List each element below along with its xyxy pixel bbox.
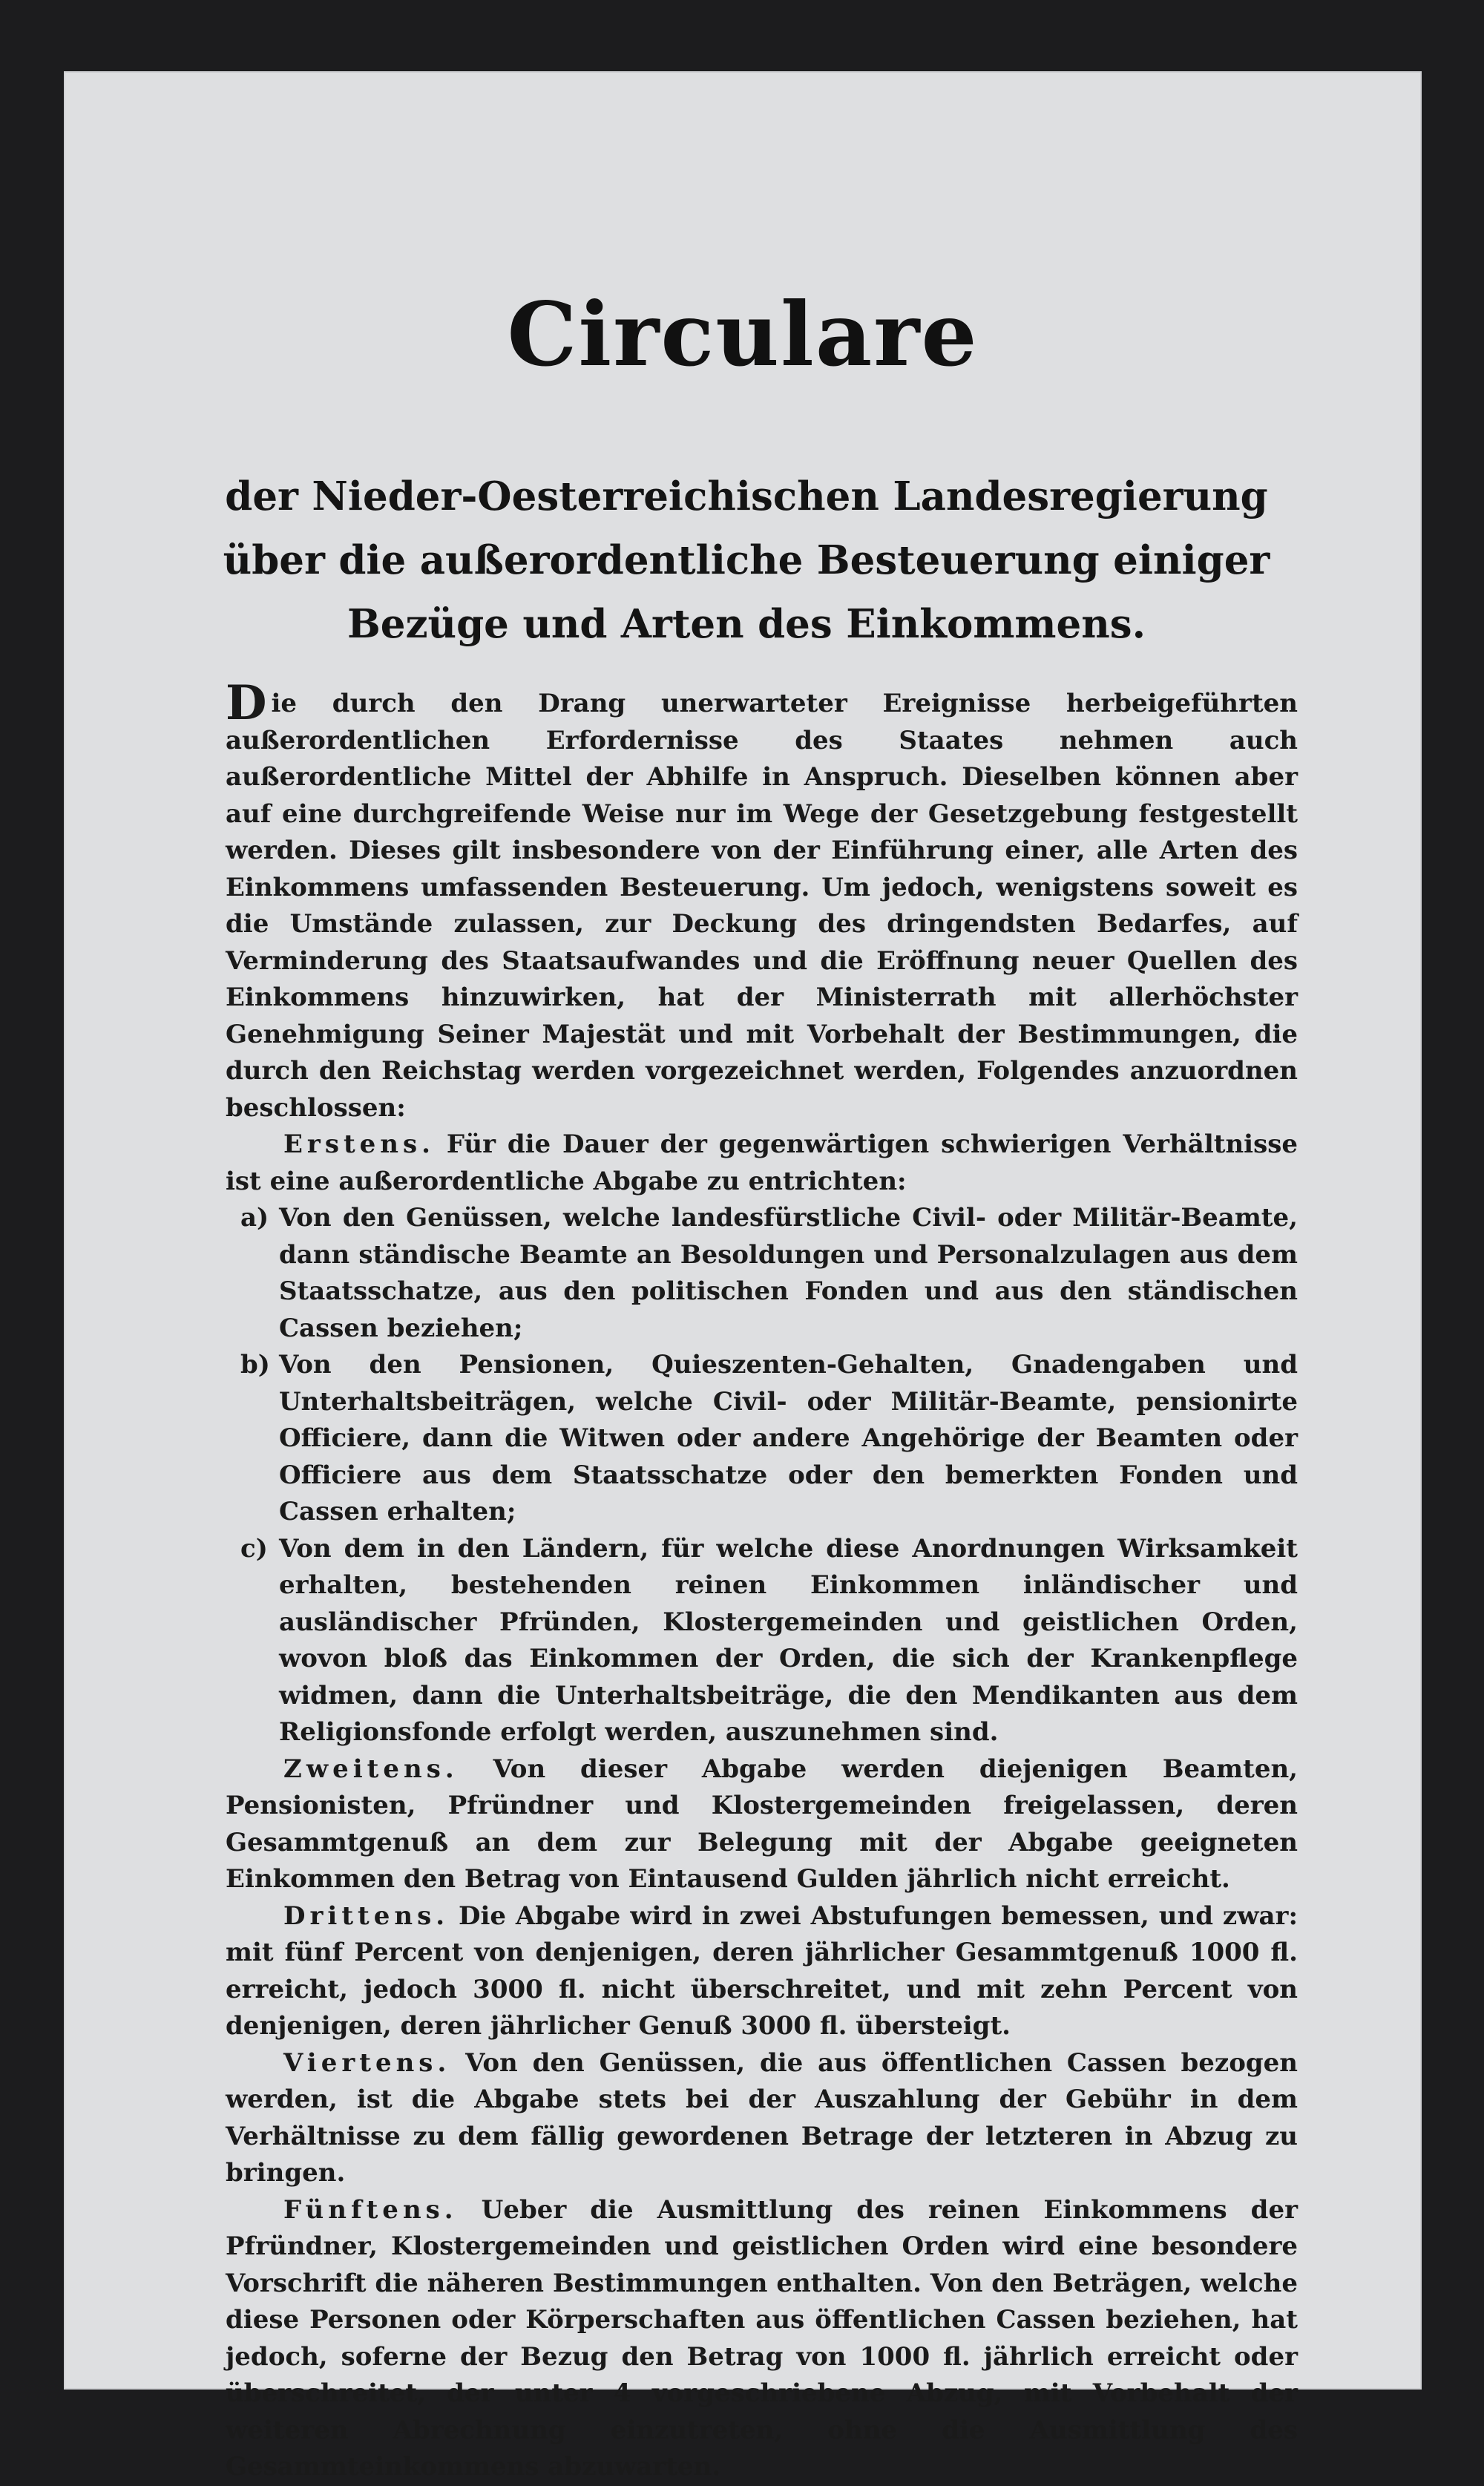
section-label: Viertens. — [283, 2047, 451, 2078]
document-subtitle: der Nieder-Oesterreichischen Landesregierung über die außerordentliche Besteuerung einiger Bezüge und Arten des Einkommens. — [223, 473, 1270, 647]
list-marker: a) — [240, 1203, 269, 1233]
section-5 — [226, 2192, 1298, 2486]
section-2 — [226, 1751, 1298, 1898]
list-item — [226, 1200, 1298, 1347]
section-label: Erstens. — [283, 1129, 436, 1159]
list-marker: b) — [240, 1350, 270, 1380]
list-item-text: Von den Genüssen, welche landesfürstliche Civil- oder Militär-Beamte, dann ständische Beamte an Besoldungen und Personalzulagen aus dem Staatsschatze, aus den politischen Fonden und aus den ständischen Cassen beziehen; — [279, 1203, 1298, 1343]
section-text: Von den Genüssen, die aus öffentlichen Cassen bezogen werden, ist die Abgabe stets bei der Auszahlung der Gebühr in dem Verhältnisse zu dem fällig gewordenen Betrage der letzteren in Abzug zu bringen. — [226, 2047, 1298, 2188]
drop-cap: D — [226, 675, 267, 731]
list-item-text: Von dem in den Ländern, für welche diese Anordnungen Wirksamkeit erhalten, bestehenden reinen Einkommen inländischer und ausländischer Pfründen, Klostergemeinden und geistlichen Orden, wovon bloß das Einkommen der Orden, die sich der Krankenpflege widmen, dann die Unterhaltsbeiträge, die den Mendikanten aus dem Religionsfonde erfolgt werden, auszunehmen sind. — [279, 1533, 1298, 1747]
section-text: Die Abgabe wird in zwei Abstufungen bemessen, und zwar: mit fünf Percent von denjenigen, deren jährlicher Gesammtgenuß 1000 fl. erreicht, jedoch 3000 fl. nicht überschreitet, und mit zehn Percent von denjenigen, deren jährlicher Genuß 3000 fl. übersteigt. — [226, 1900, 1298, 2041]
list-marker: c) — [240, 1533, 268, 1564]
section-text: Für die Dauer der gegenwärtigen schwierigen Verhältnisse ist eine außerordentliche Abgabe zu entrichten: — [226, 1129, 1298, 1196]
section-label: Zweitens. — [283, 1754, 459, 1784]
list-item-text: Von den Pensionen, Quieszenten-Gehalten, Gnadengaben und Unterhaltsbeiträgen, welche Civil- oder Militär-Beamte, pensionirte Officiere, dann die Witwen oder andere Angehörige der Beamten oder Officiere aus dem Staatsschatze oder den bemerkten Fonden und Cassen erhalten; — [279, 1350, 1298, 1526]
section-label: Fünftens. — [283, 2194, 458, 2225]
document-page — [64, 71, 1422, 2482]
section-text: Von dieser Abgabe werden diejenigen Beamten, Pensionisten, Pfründner und Klostergemeinden freigelassen, deren Gesammtgenuß an dem zur Belegung mit der Abgabe geeigneten Einkommen den Betrag von Eintausend Gulden jährlich nicht erreicht. — [226, 1754, 1298, 1894]
list-item — [226, 1531, 1298, 1751]
list-item — [226, 1347, 1298, 1531]
section-label: Drittens. — [283, 1900, 450, 1931]
document-title: Circulare — [507, 283, 979, 386]
intro-text: ie durch den Drang unerwarteter Ereignisse herbeigeführten außerordentlichen Erfordernisse des Staates nehmen auch außerordentliche Mittel der Abhilfe in Anspruch. Dieselben können aber auf eine durchgreifende Weise nur im Wege der Gesetzgebung festgestellt werden. Dieses gilt insbesondere von der Einführung einer, alle Arten des Einkommens umfassenden Besteuerung. Um jedoch, wenigstens soweit es die Umstände zulassen, zur Deckung des dringendsten Bedarfes, auf Verminderung des Staatsaufwandes und die Eröffnung neuer Quellen des Einkommens hinzuwirken, hat der Ministerrath mit allerhöchster Genehmigung Seiner Majestät und mit Vorbehalt der Bestimmungen, die durch den Reichstag werden vorgezeichnet werden, Folgendes anzuordnen beschlossen: — [226, 689, 1298, 1123]
section-3 — [226, 1898, 1298, 2045]
document-body — [226, 675, 1298, 2486]
section-4 — [226, 2045, 1298, 2192]
intro-paragraph — [226, 675, 1298, 1126]
section-text: Ueber die Ausmittlung des reinen Einkommens der Pfründner, Klostergemeinden und geistlichen Orden wird eine besondere Vorschrift die näheren Bestimmungen enthalten. Von den Beträgen, welche diese Personen oder Körperschaften aus öffentlichen Cassen beziehen, hat jedoch, soferne der Bezug den Betrag von 1000 fl. jährlich erreicht oder überschreitet, der unter 4 vorgeschriebene Abzug, mit Vorbehalt der weiteren Abrechnung einzutreten, ohne die Ausmittlung des Gesammteinkommens abzuwarten. — [226, 2194, 1298, 2482]
section-1 — [226, 1126, 1298, 1200]
